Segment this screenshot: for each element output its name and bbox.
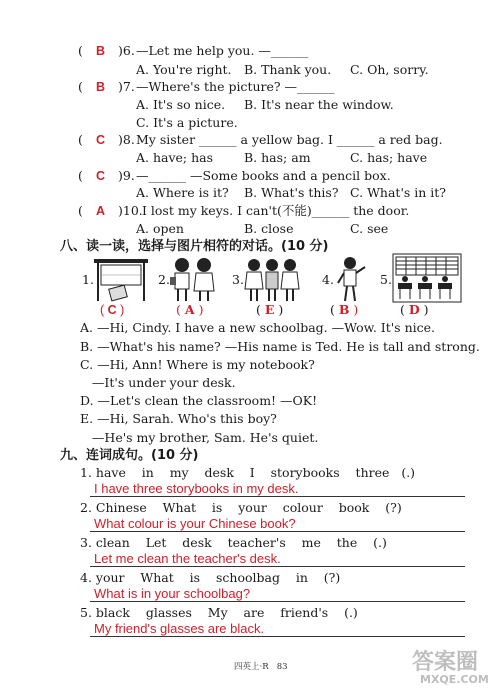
- dialogue-c: C. —Hi, Ann! Where is my notebook?: [80, 357, 315, 372]
- question-stem: —______ —Some books and a pencil box.: [136, 168, 391, 183]
- dialogue-b: B. —What's his name? —His name is Ted. He is tall and strong.: [80, 339, 480, 354]
- word-list: 2. Chinese What is your colour book (?): [80, 500, 402, 515]
- picture-answer: ( B ): [330, 302, 359, 317]
- answer-letter: B: [338, 302, 350, 317]
- question-number: )10.: [118, 203, 143, 218]
- word-list: 5. black glasses My are friend's (.): [80, 605, 358, 620]
- paren-open: (: [78, 203, 83, 218]
- question-number: )7.: [118, 79, 135, 94]
- desk-with-book-icon: [92, 255, 150, 303]
- option-b: B. It's near the window.: [244, 97, 394, 112]
- question-stem: My sister ______ a yellow bag. I ______ a red bag.: [136, 132, 443, 147]
- option-a: A. Where is it?: [136, 185, 229, 200]
- answer-sentence: What is in your schoolbag?: [94, 586, 251, 601]
- section-8-title: 八、读一读，选择与图片相符的对话。(10 分): [60, 239, 329, 254]
- picture-number: 5.: [380, 272, 392, 287]
- answer-letter: A: [96, 204, 106, 218]
- answer-letter: B: [96, 44, 106, 58]
- question-stem: —Where's the picture? —______: [136, 79, 335, 94]
- answer-line: [90, 496, 465, 497]
- option-c: C. It's a picture.: [136, 115, 238, 130]
- watermark-title: 答案圈: [412, 650, 479, 675]
- dialogue-e: E. —Hi, Sarah. Who's this boy?: [80, 411, 277, 426]
- watermark-url: MXQE.COM: [420, 673, 489, 686]
- answer-letter: C: [96, 169, 106, 183]
- answer-letter: B: [96, 80, 106, 94]
- question-number: )8.: [118, 132, 135, 147]
- paren-open: (: [78, 79, 83, 94]
- option-a: A. have; has: [136, 150, 214, 165]
- word-list: 4. your What is schoolbag in (?): [80, 570, 341, 585]
- picture-answer: ( D ): [400, 302, 429, 317]
- answer-line: [90, 601, 465, 602]
- option-a: A. It's so nice.: [136, 97, 226, 112]
- option-a: A. You're right.: [136, 62, 232, 77]
- picture-number: 2.: [158, 272, 170, 287]
- option-b: B. has; am: [244, 150, 311, 165]
- dialogue-e-reply: —He's my brother, Sam. He's quiet.: [80, 430, 319, 445]
- question-stem: I lost my keys. I can't(不能)______ the door.: [142, 203, 410, 218]
- answer-letter: C: [96, 133, 106, 147]
- paren-open: (: [78, 132, 83, 147]
- answer-letter: E: [264, 302, 275, 317]
- answer-sentence: What colour is your Chinese book?: [94, 516, 296, 531]
- picture-number: 1.: [82, 272, 94, 287]
- option-b: B. close: [244, 221, 294, 236]
- dialogue-a: A. —Hi, Cindy. I have a new schoolbag. —Wow. It's nice.: [80, 320, 435, 335]
- answer-line: [90, 636, 465, 637]
- boy-pointing-icon: [334, 255, 368, 303]
- answer-line: [90, 531, 465, 532]
- picture-number: 3.: [232, 272, 244, 287]
- question-number: )9.: [118, 168, 135, 183]
- dialogue-c-reply: —It's under your desk.: [80, 375, 236, 390]
- option-b: B. Thank you.: [244, 62, 332, 77]
- picture-number: 4.: [322, 272, 334, 287]
- option-c: C. see: [350, 221, 389, 236]
- paren-open: (: [78, 43, 83, 58]
- question-number: )6.: [118, 43, 135, 58]
- answer-letter: A: [184, 302, 195, 317]
- option-a: A. open: [136, 221, 184, 236]
- classroom-icon: [392, 253, 462, 303]
- picture-answer: ( E ): [256, 302, 284, 317]
- paren-open: (: [78, 168, 83, 183]
- answer-line: [90, 566, 465, 567]
- option-c: C. has; have: [350, 150, 428, 165]
- dialogue-d: D. —Let's clean the classroom! —OK!: [80, 393, 318, 408]
- picture-answer: ( C ): [100, 303, 125, 317]
- option-b: B. What's this?: [244, 185, 339, 200]
- answer-sentence: My friend's glasses are black.: [94, 621, 265, 636]
- answer-sentence: I have three storybooks in my desk.: [94, 481, 299, 496]
- option-c: C. What's in it?: [350, 185, 447, 200]
- page-footer: 四英上·R 83: [234, 662, 288, 672]
- section-9-title: 九、连词成句。(10 分): [60, 448, 199, 463]
- answer-sentence: Let me clean the teacher's desk.: [94, 551, 281, 566]
- answer-letter: C: [107, 303, 117, 317]
- question-stem: —Let me help you. —______: [136, 43, 309, 58]
- option-c: C. Oh, sorry.: [350, 62, 429, 77]
- three-girls-icon: [242, 255, 302, 303]
- word-list: 1. have in my desk I storybooks three (.): [80, 465, 416, 480]
- answer-letter: D: [408, 302, 420, 317]
- picture-answer: ( A ): [176, 302, 204, 317]
- two-kids-icon: [168, 255, 218, 303]
- word-list: 3. clean Let desk teacher's me the (.): [80, 535, 387, 550]
